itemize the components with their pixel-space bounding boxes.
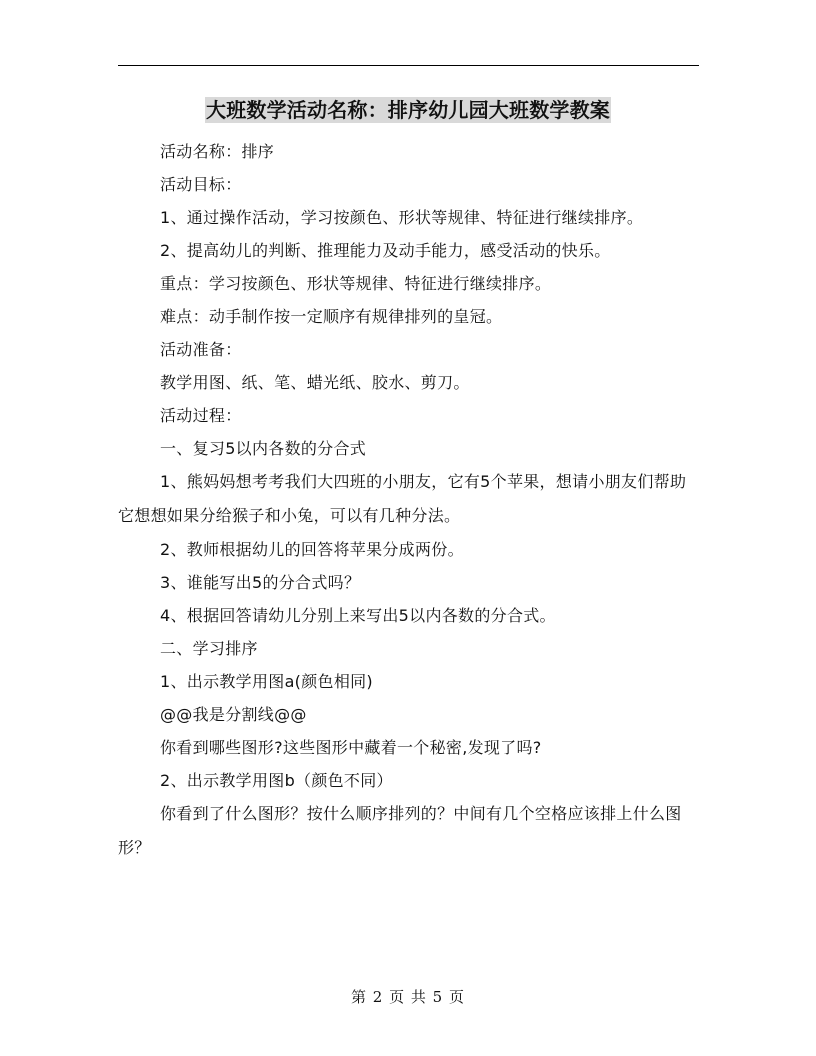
paragraph-step-2-1: 1、出示教学用图a(颜色相同) [160,672,373,691]
paragraph-step-1-3: 3、谁能写出5的分合式吗？ [160,573,361,592]
paragraph-materials: 教学用图、纸、笔、蜡光纸、胶水、剪刀。 [160,373,470,392]
paragraph-step-1-2: 2、教师根据幼儿的回答将苹果分成两份。 [160,540,464,559]
paragraph-key-point: 重点：学习按颜色、形状等规律、特征进行继续排序。 [160,274,552,293]
paragraph-section-1: 一、复习5以内各数的分合式 [160,439,367,458]
paragraph-section-2: 二、学习排序 [160,639,258,658]
paragraph-difficulty: 难点：动手制作按一定顺序有规律排列的皇冠。 [160,307,503,326]
paragraph-question-1: 你看到哪些图形?这些图形中藏着一个秘密,发现了吗? [160,738,542,757]
document-body [118,135,700,865]
paragraph-goal-2: 2、提高幼儿的判断、推理能力及动手能力，感受活动的快乐。 [160,241,611,260]
paragraph-activity-goals-heading: 活动目标： [160,175,242,194]
paragraph-preparation-heading: 活动准备： [160,340,242,359]
paragraph-step-1-1: 1、熊妈妈想考考我们大四班的小朋友，它有5个苹果，想请小朋友们帮助它想想如果分给猴子和小兔，可以有几种分法。 [118,472,687,525]
title-container [0,97,816,123]
header-rule [118,65,699,66]
paragraph-question-2: 你看到了什么图形？按什么顺序排列的？中间有几个空格应该排上什么图形？ [118,804,682,857]
paragraph-step-2-2: 2、出示教学用图b（颜色不同） [160,771,393,790]
paragraph-process-heading: 活动过程： [160,406,242,425]
paragraph-step-1-4: 4、根据回答请幼儿分别上来写出5以内各数的分合式。 [160,606,556,625]
document-title: 大班数学活动名称：排序幼儿园大班数学教案 [206,98,610,122]
page-footer: 第 2 页 共 5 页 [351,988,465,1006]
paragraph-divider-text: @@我是分割线@@ [160,705,307,724]
paragraph-goal-1: 1、通过操作活动，学习按颜色、形状等规律、特征进行继续排序。 [160,208,644,227]
paragraph-activity-name: 活动名称：排序 [160,142,275,161]
